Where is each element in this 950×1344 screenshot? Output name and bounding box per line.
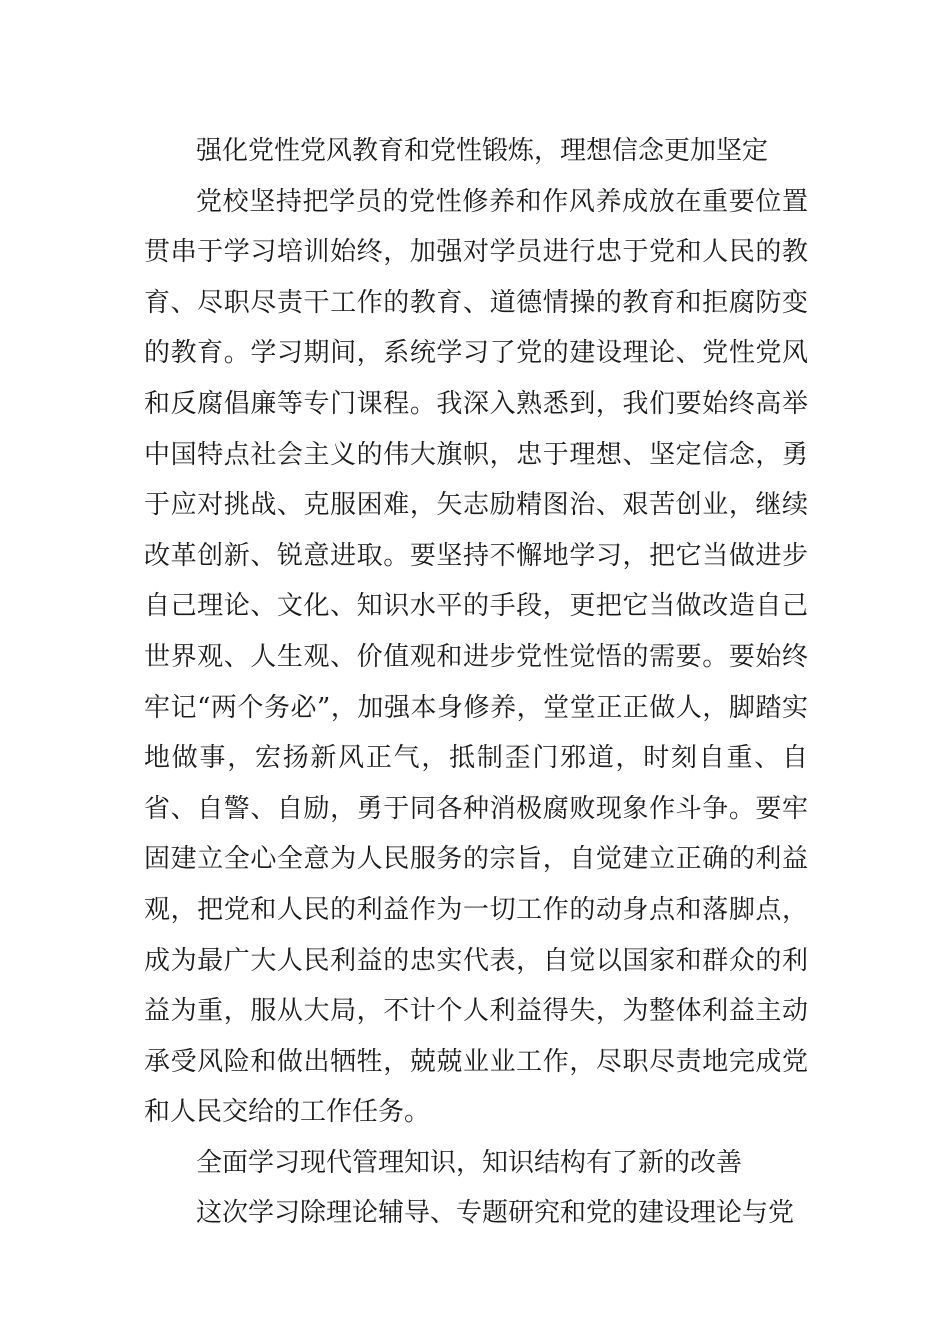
paragraph-party-spirit: 党校坚持把学员的党性修养和作风养成放在重要位置贯串于学习培训始终，加强对学员进行忠于党和人民的教育、尽职尽责干工作的教育、道德情操的教育和拒腐防变的教育。学习期间，系统学习了党的建设理论、党性党风和反腐倡廉等专门课程。我深入熟悉到，我们要始终高举中国特点社会主义的伟大旗帜，忠于理想、坚定信念，勇于应对挑战、克服困难，矢志励精图治、艰苦创业，继续改革创新、锐意进取。要坚持不懈地学习，把它当做进步自己理论、文化、知识水平的手段，更把它当做改造自己世界观、人生观、价值观和进步党性觉悟的需要。要始终牢记“两个务必”，加强本身修养，堂堂正正做人，脚踏实地做事，宏扬新风正气，抵制歪门邪道，时刻自重、自省、自警、自励，勇于同各种消极腐败现象作斗争。要牢固建立全心全意为人民服务的宗旨，自觉建立正确的利益观，把党和人民的利益作为一切工作的动身点和落脚点，成为最广大人民利益的忠实代表，自觉以国家和群众的利益为重，服从大局，不计个人利益得失，为整体利益主动承受风险和做出牺牲，兢兢业业工作，尽职尽责地完成党和人民交给的工作任务。 — [144, 186, 808, 1128]
section-heading-party-spirit: 强化党性党风教育和党性锻炼，理想信念更加坚定 — [196, 136, 769, 166]
document-body — [144, 126, 808, 1239]
section-heading-management-knowledge: 全面学习现代管理知识，知识结构有了新的改善 — [196, 1147, 743, 1178]
paragraph-management-knowledge: 这次学习除理论辅导、专题研究和党的建设理论与党 — [196, 1198, 795, 1229]
